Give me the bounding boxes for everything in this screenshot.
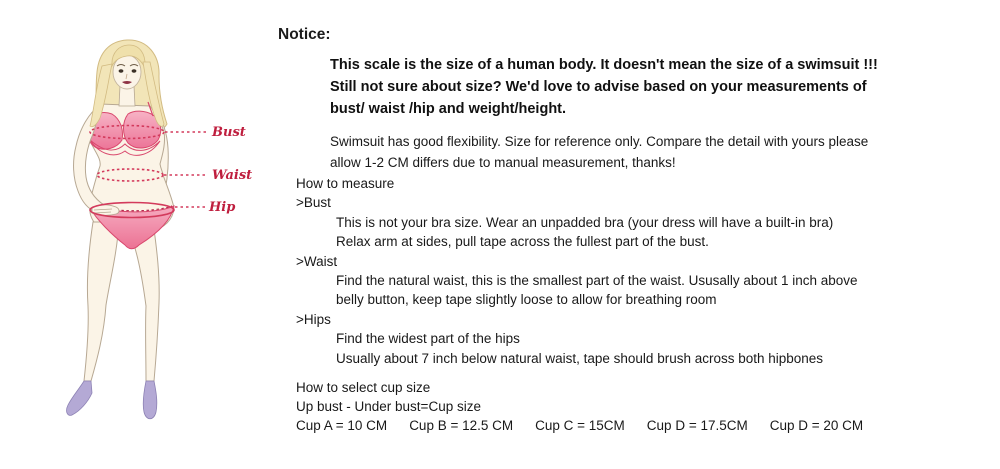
waist-instruction: Find the natural waist, this is the smallest part of the waist. Ususally about 1 inch above [336,273,858,289]
eye-right [132,69,137,72]
left-leg [84,222,119,381]
notice-bold-line: bust/ waist /hip and weight/height. [330,101,567,117]
hips-section-label: >Hips [296,311,331,327]
waist-label: Waist [212,168,253,183]
cup-size-title: How to select cup size [296,380,431,395]
figure-illustration [42,14,282,454]
notice-heading: Notice: [278,26,331,43]
waist-section-label: >Waist [296,253,338,269]
body-measurement-figure [42,14,282,458]
flexibility-note-line: Swimsuit has good flexibility. Size for reference only. Compare the detail with yours please [330,134,869,149]
bust-instruction: Relax arm at sides, pull tape across the fullest part of the bust. [336,234,709,250]
hips-instruction: Usually about 7 inch below natural waist, tape should brush across both hipbones [336,350,824,366]
cup-size-value: Cup B = 12.5 CM [409,418,514,433]
cup-size-section [296,378,956,435]
hips-instruction: Find the widest part of the hips [336,331,520,347]
notice-bold-paragraph [330,54,930,120]
waist-instruction: belly button, keep tape slightly loose to allow for breathing room [336,292,717,308]
cup-size-value: Cup D = 20 CM [769,418,864,433]
cup-size-value: Cup A = 10 CM [296,418,388,433]
notice-bold-line: Still not sure about size? We'd love to advise based on your measurements of [330,79,867,95]
hips-section-body [296,329,956,368]
how-to-measure-title: How to measure [296,176,395,191]
right-shoe [143,381,157,419]
notice-bold-line: This scale is the size of a human body. It doesn't mean the size of a swimsuit !!! [330,57,878,73]
cup-size-formula: Up bust - Under bust=Cup size [296,399,481,414]
waist-section-body [296,271,956,310]
bust-instruction: This is not your bra size. Wear an unpadded bra (your dress will have a built-in bra) [336,214,834,230]
bust-section-label: >Bust [296,195,331,211]
flexibility-note-line: allow 1-2 CM differs due to manual measurement, thanks! [330,155,676,170]
cup-size-values-row [296,416,956,435]
cup-size-value: Cup C = 15CM [535,418,625,433]
bust-section-body [296,213,956,252]
eye-left [119,69,124,72]
left-shoe [67,381,92,415]
hip-label: Hip [209,200,236,215]
bust-label: Bust [212,125,246,140]
flexibility-note [330,131,930,173]
cup-size-value: Cup D = 17.5CM [646,418,748,433]
how-to-measure-section [296,174,956,368]
